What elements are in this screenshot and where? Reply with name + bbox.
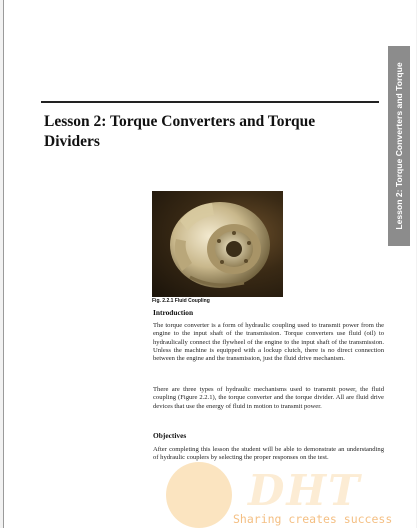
side-tab-label: Lesson 2: Torque Converters and Torque — [394, 62, 404, 230]
lesson-title: Lesson 2: Torque Converters and Torque Dividers — [44, 113, 316, 150]
fluid-coupling-photo — [152, 191, 283, 297]
watermark-tagline: Sharing creates success — [233, 512, 393, 526]
document-page — [3, 0, 416, 528]
section-heading-objectives: Objectives — [153, 431, 187, 440]
intro-paragraph-1: The torque converter is a form of hydraulic coupling used to transmit power from the engine to the input shaft of the transmission. Torque converters use fluid (oil) to hydraulically connect the flywheel of the engine to the input shaft of the transmission. Unless the machine is equipped with a lockup clutch, there is no direct connection between the engine and the transmission, just the fluid drive mechanism. — [153, 322, 384, 363]
watermark-circle — [166, 462, 232, 528]
side-chapter-tab — [388, 46, 410, 246]
title-rule — [41, 101, 379, 103]
watermark-logo: DHT — [248, 466, 362, 515]
fluid-coupling-illustration — [152, 191, 283, 297]
section-heading-introduction: Introduction — [153, 308, 194, 317]
intro-paragraph-2: There are three types of hydraulic mechanisms used to transmit power, the fluid coupling (Figure 2.2.1), the torque converter and the torque divider. All are fluid drive devices that use the energy of fluid in motion to transmit power. — [153, 386, 384, 410]
objectives-paragraph: After completing this lesson the student will be able to demonstrate an understanding of hydraulic couplers by selecting the proper responses on the test. — [153, 446, 384, 462]
figure-caption: Fig. 2.2.1 Fluid Coupling — [152, 298, 210, 304]
